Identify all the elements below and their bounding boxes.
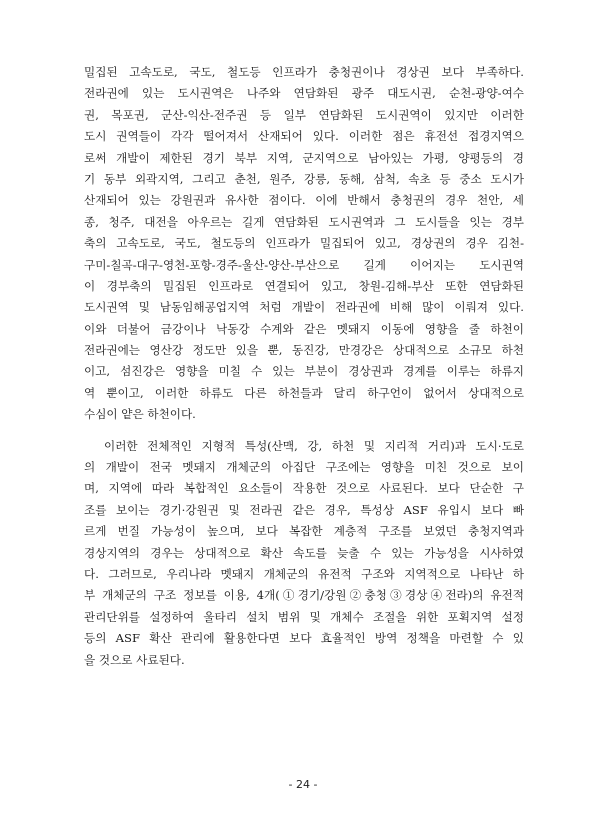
text-line: 부 개체군의 구조 정보를 이용, 4개(①경기/강원②충청③경상④전라)의 유전적: [84, 588, 524, 603]
text-line: 르게 번질 가능성이 높으며, 보다 복잡한 계층적 구조를 보였던 충청지역과: [84, 524, 524, 539]
paragraph-1: [84, 62, 524, 426]
text-line: 역 뿐이고, 이러한 하류도 다른 하천들과 달리 하구언이 없어서 상대적으로: [84, 385, 524, 400]
text-line: 관리단위를 설정하여 울타리 설치 범위 및 개체수 조절을 위한 포획지역 설정: [84, 609, 524, 624]
text-line: 을 것으로 사료된다.: [84, 652, 185, 667]
text-line: 기 동부 외곽지역, 그리고 춘천, 원주, 강릉, 동해, 삼척, 속초 등 중소 도시가: [84, 171, 524, 186]
text-line: 수심이 얕은 하천이다.: [84, 407, 196, 422]
text-line: 도시권역 및 남동임해공업지역 처럼 개발이 전라권에 비해 많이 이뤄져 있다.: [84, 300, 524, 315]
text-line: 이러한 전체적인 지형적 특성(산맥, 강, 하천 및 지리적 거리)과 도시·도로: [104, 438, 524, 453]
text-line: 축의 고속도로, 국도, 철도등의 인프라가 밀집되어 있고, 경상권의 경우 김천-: [84, 236, 524, 251]
text-line: 조를 보이는 경기·강원권 및 전라권 같은 경우, 특성상 ASF 유입시 보다 빠: [84, 502, 524, 517]
text-line: 이 경부축의 밀집된 인프라로 연결되어 있고, 창원-김해-부산 또한 연담화된: [84, 278, 524, 293]
text-line: 산재되어 있는 강원권과 유사한 점이다. 이에 반해서 충청권의 경우 천안, 세: [84, 193, 524, 208]
paragraph-gap: [84, 426, 524, 436]
text-line: 이고, 섬진강은 영향을 미칠 수 있는 부분이 경상권과 경계를 이루는 하류지: [84, 364, 524, 379]
text-line: 의 개발이 전국 멧돼지 개체군의 아집단 구조에는 영향을 미친 것으로 보이: [84, 460, 524, 475]
text-line: 등의 ASF 확산 관리에 활용한다면 보다 효율적인 방역 정책을 마련할 수 있: [84, 631, 524, 646]
text-line: 밀집된 고속도로, 국도, 철도등 인프라가 충청권이나 경상권 보다 부족하다.: [84, 65, 524, 79]
text-line: 이와 더불어 금강이나 낙동강 수계와 같은 멧돼지 이동에 영향을 줄 하천이: [84, 321, 524, 336]
text-line: 전라권에 있는 도시권역은 나주와 연담화된 광주 대도시권, 순천-광양-여수: [84, 86, 524, 101]
page-number: - 24 -: [288, 778, 318, 791]
text-line: 다. 그러므로, 우리나라 멧돼지 개체군의 유전적 구조와 지역적으로 나타난 하: [84, 566, 524, 581]
text-line: 종, 청주, 대전을 아우르는 길게 연담화된 도시권역과 그 도시들을 잇는 경부: [84, 214, 524, 229]
body-text: [84, 62, 524, 671]
text-line: 며, 지역에 따라 복합적인 요소들이 작용한 것으로 사료된다. 보다 단순한 구: [84, 481, 524, 496]
text-line: 경상지역의 경우는 상대적으로 확산 속도를 늦출 수 있는 가능성을 시사하였: [84, 545, 524, 560]
text-line: 권, 목포권, 군산-익산-전주권 등 일부 연담화된 도시권역이 있지만 이러한: [84, 107, 524, 122]
text-line: 전라권에는 영산강 정도만 있을 뿐, 동진강, 만경강은 상대적으로 소규모 하천: [84, 343, 524, 358]
text-line: 도시 권역들이 각각 떨어져서 산재되어 있다. 이러한 점은 휴전선 접경지역으: [84, 129, 524, 144]
text-line: 로써 개발이 제한된 경기 북부 지역, 군지역으로 남아있는 가평, 양평등의 경: [84, 150, 524, 165]
paragraph-2: [84, 436, 524, 671]
text-line: 구미-칠곡-대구-영천-포항-경주-울산-양산-부산으로 길게 이어지는 도시권역: [84, 257, 524, 272]
